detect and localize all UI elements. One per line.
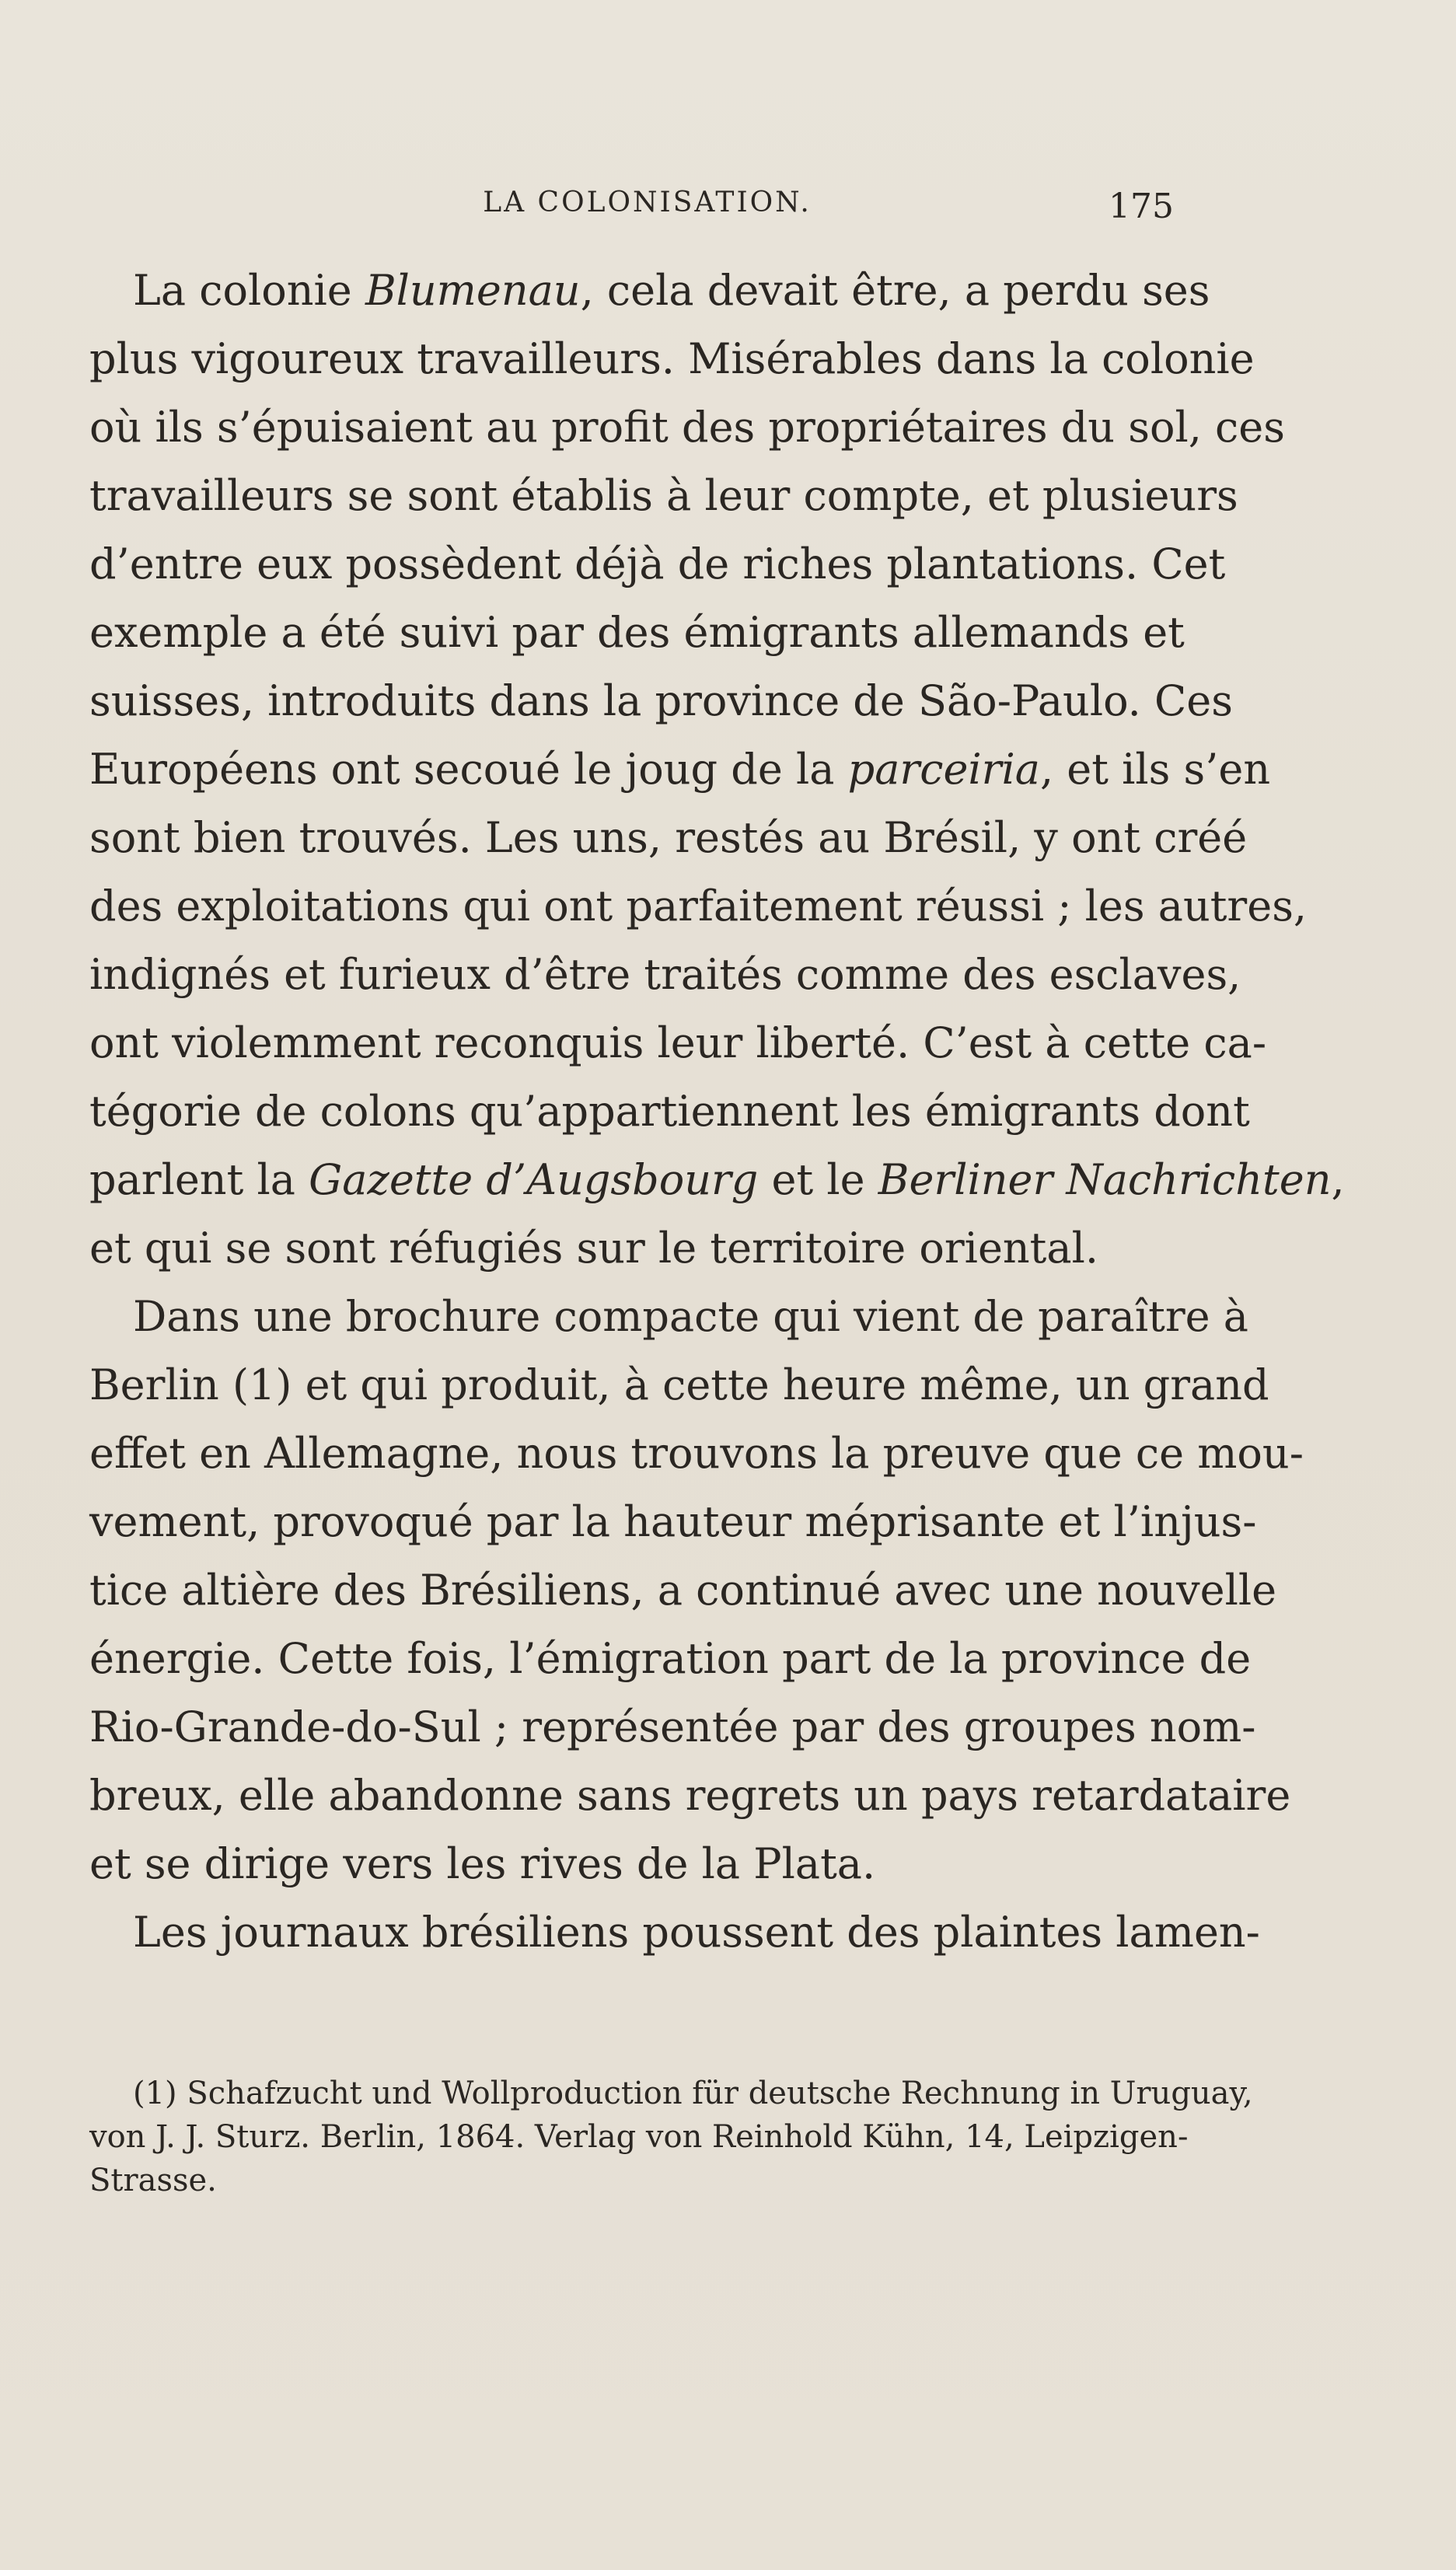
text-run: et le — [758, 1155, 878, 1204]
text-line — [89, 1419, 1304, 1488]
text-line — [89, 462, 1238, 530]
text-run: exemple a été suivi par des émigrants allemands et — [89, 608, 1185, 657]
text-run: tégorie de colons qu’appartiennent les émigrants dont — [89, 1087, 1250, 1136]
text-run: (1) Schafzucht und Wollproduction für deutsche Rechnung in Uruguay, — [133, 2076, 1253, 2111]
body-text — [89, 257, 1345, 1967]
text-line — [89, 1556, 1277, 1625]
text-line — [89, 1693, 1256, 1762]
text-run: indignés et furieux d’être traités comme des esclaves, — [89, 950, 1241, 999]
text-line — [89, 1009, 1267, 1077]
text-line — [89, 804, 1248, 872]
paragraph — [89, 1898, 1260, 1967]
text-line — [89, 1830, 1178, 1898]
text-run: et qui se sont réfugiés sur le territoire oriental. — [89, 1224, 1099, 1273]
text-line — [89, 1898, 1260, 1967]
text-line — [89, 1283, 1248, 1351]
text-run: travailleurs se sont établis à leur compte, et plusieurs — [89, 471, 1238, 520]
italic-text: Blumenau — [365, 266, 581, 315]
text-run: Les journaux brésiliens poussent des plaintes lamen- — [133, 1908, 1260, 1957]
text-run: plus vigoureux travailleurs. Misérables dans la colonie — [89, 334, 1255, 383]
text-run: , et ils s’en — [1039, 745, 1271, 794]
text-run: sont bien trouvés. Les uns, restés au Brésil, y ont créé — [89, 813, 1248, 862]
text-run: des exploitations qui ont parfaitement réussi ; les autres, — [89, 882, 1308, 931]
text-run: Strasse. — [89, 2163, 217, 2198]
footnote — [89, 2072, 1253, 2202]
text-run: et se dirige vers les rives de la Plata. — [89, 1839, 876, 1888]
text-run: suisses, introduits dans la province de São-Paulo. Ces — [89, 676, 1233, 725]
text-line — [89, 599, 1185, 667]
text-line — [89, 941, 1241, 1009]
italic-text: Berliner Nachrichten — [878, 1155, 1332, 1204]
text-line — [89, 530, 1226, 599]
text-line — [89, 872, 1308, 941]
text-run: Dans une brochure compacte qui vient de paraître à — [133, 1292, 1248, 1341]
text-run: Européens ont secoué le joug de la — [89, 745, 848, 794]
text-run: Berlin (1) et qui produit, à cette heure même, un grand — [89, 1360, 1269, 1409]
text-run: vement, provoqué par la hauteur méprisante et l’injus- — [89, 1497, 1257, 1546]
text-line — [89, 257, 1210, 325]
text-line — [89, 667, 1233, 735]
text-run: effet en Allemagne, nous trouvons la preuve que ce mou- — [89, 1429, 1304, 1478]
text-run: Rio-Grande-do-Sul ; représentée par des groupes nom- — [89, 1702, 1256, 1751]
text-line — [89, 1214, 1178, 1283]
paragraph — [89, 1283, 1304, 1898]
page-number: 175 — [1109, 187, 1174, 226]
text-line — [89, 393, 1285, 462]
page-header — [89, 187, 1174, 233]
footnotes — [89, 2041, 1253, 2233]
running-title: LA COLONISATION. — [483, 187, 812, 218]
italic-text: parceiria — [847, 745, 1040, 794]
text-line — [89, 1762, 1291, 1830]
text-line — [89, 1146, 1345, 1214]
text-line — [89, 1077, 1250, 1146]
text-run: , — [1331, 1155, 1345, 1204]
text-line — [89, 1625, 1252, 1693]
text-run: parlent la — [89, 1155, 309, 1204]
text-line — [89, 2159, 1178, 2202]
text-line — [89, 2072, 1253, 2115]
text-line — [89, 325, 1255, 393]
text-run: La colonie — [133, 266, 365, 315]
text-run: ont violemment reconquis leur liberté. C’est à cette ca- — [89, 1018, 1267, 1067]
text-run: breux, elle abandonne sans regrets un pays retardataire — [89, 1771, 1291, 1820]
text-line — [89, 735, 1271, 804]
text-line — [89, 1488, 1257, 1556]
text-run: , cela devait être, a perdu ses — [580, 266, 1210, 315]
text-line — [89, 2115, 1189, 2159]
text-run: tice altière des Brésiliens, a continué avec une nouvelle — [89, 1566, 1277, 1615]
text-run: énergie. Cette fois, l’émigration part de la province de — [89, 1634, 1252, 1683]
paragraph — [89, 257, 1345, 1283]
text-run: von J. J. Sturz. Berlin, 1864. Verlag von Reinhold Kühn, 14, Leipzigen- — [89, 2119, 1189, 2155]
italic-text: Gazette d’Augsbourg — [309, 1155, 759, 1204]
text-line — [89, 1351, 1269, 1419]
text-run: d’entre eux possèdent déjà de riches plantations. Cet — [89, 539, 1226, 588]
text-run: où ils s’épuisaient au profit des propriétaires du sol, ces — [89, 403, 1285, 452]
